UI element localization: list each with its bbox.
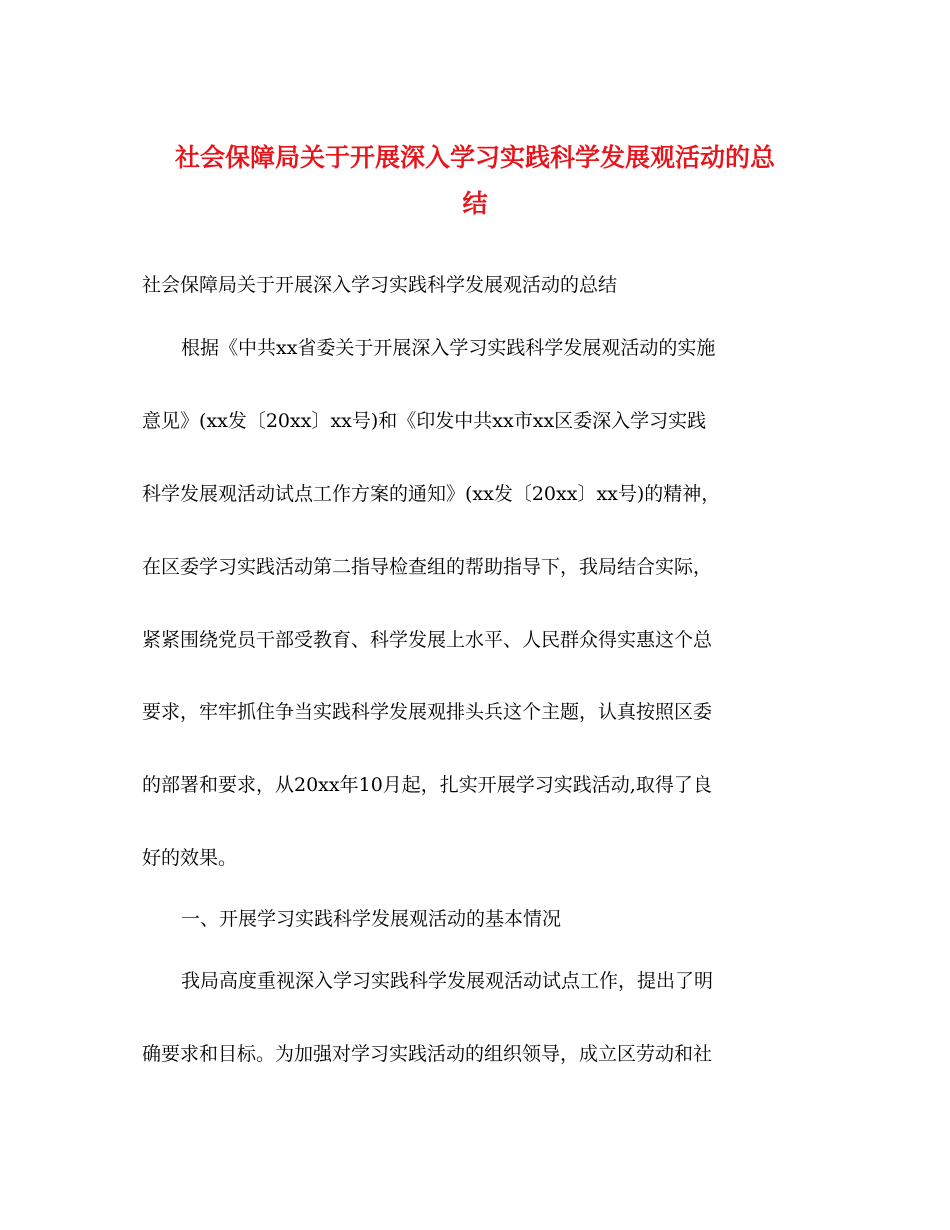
paragraph-line: 好的效果。 bbox=[142, 847, 238, 869]
document-title-line-1: 社会保障局关于开展深入学习实践科学发展观活动的总 bbox=[174, 143, 775, 172]
paragraph-line: 我局高度重视深入学习实践科学发展观活动试点工作，提出了明 bbox=[181, 970, 714, 992]
paragraph-line: 确要求和目标。为加强对学习实践活动的组织领导，成立区劳动和社 bbox=[142, 1043, 713, 1065]
paragraph-line: 在区委学习实践活动第二指导检查组的帮助指导下，我局结合实际， bbox=[142, 556, 713, 578]
paragraph-line: 的部署和要求，从20xx年10月起，扎实开展学习实践活动,取得了良 bbox=[142, 774, 712, 796]
paragraph-line: 根据《中共xx省委关于开展深入学习实践科学发展观活动的实施 bbox=[181, 337, 716, 359]
document-title-line-2: 结 bbox=[462, 189, 488, 218]
paragraph-line: 科学发展观活动试点工作方案的通知》(xx发〔20xx〕xx号)的精神， bbox=[142, 483, 721, 505]
document-subtitle: 社会保障局关于开展深入学习实践科学发展观活动的总结 bbox=[142, 274, 618, 296]
paragraph-line: 意见》(xx发〔20xx〕xx号)和《印发中共xx市xx区委深入学习实践 bbox=[142, 410, 707, 432]
paragraph-line: 要求，牢牢抓住争当实践科学发展观排头兵这个主题，认真按照区委 bbox=[142, 701, 713, 723]
paragraph-line: 紧紧围绕党员干部受教育、科学发展上水平、人民群众得实惠这个总 bbox=[142, 629, 713, 651]
section-heading: 一、开展学习实践科学发展观活动的基本情况 bbox=[181, 908, 562, 930]
